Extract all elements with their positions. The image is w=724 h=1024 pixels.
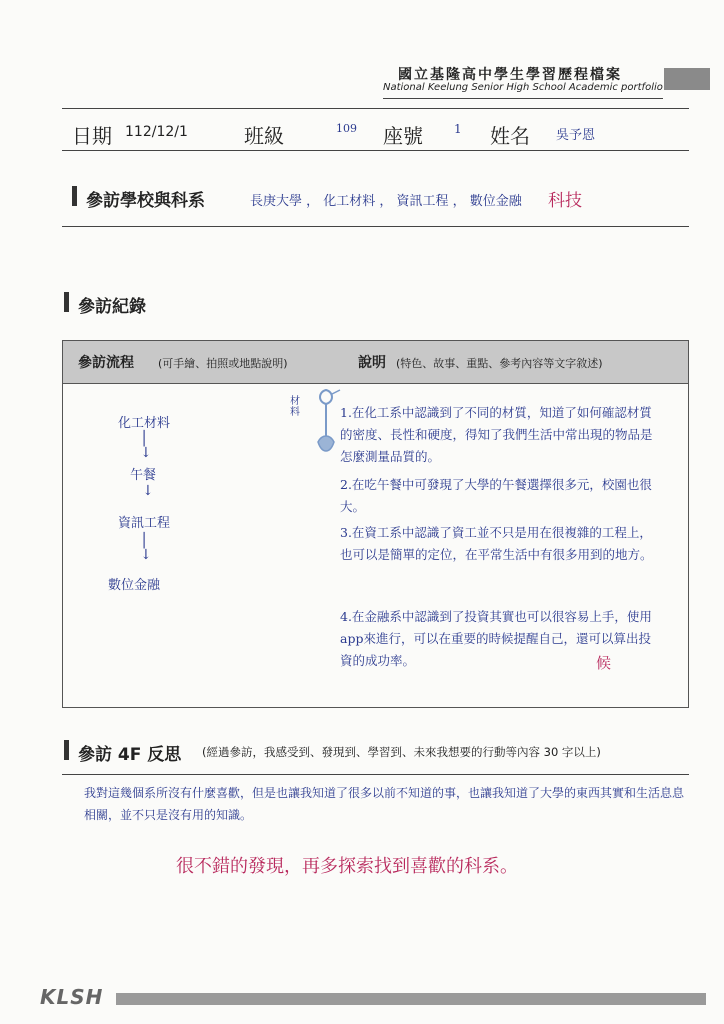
flow-step: 數位金融 — [108, 578, 161, 593]
footer-bar — [116, 993, 706, 1005]
side-note: 材料 — [290, 396, 300, 418]
reflection-hint: (經過參訪，我感受到、發現到、學習到、未來我想要的行動等內容 30 字以上) — [202, 745, 601, 759]
flow-arrow: │ ↓ — [140, 431, 152, 461]
class-label: 班級 — [244, 124, 284, 148]
header-bar — [664, 68, 710, 90]
flow-step: 化工材料 — [118, 416, 171, 431]
explanation-correction: 候 — [596, 654, 612, 672]
name-value: 吳予恩 — [556, 128, 596, 143]
explanation-item: 2.在吃午餐中可發現了大學的午餐選擇很多元，校園也很大。 — [340, 477, 652, 514]
flow-arrow: │ ↓ — [140, 533, 152, 563]
pin-drawing — [308, 384, 344, 470]
header-rule — [383, 98, 663, 99]
date-value: 112/12/1 — [125, 124, 188, 140]
explanation-item: 3.在資工系中認識了資工並不只是用在很複雜的工程上，也可以是簡單的定位，在平常生活中有很多用到的地方。 — [340, 525, 653, 562]
flow-arrow: ↓ — [142, 483, 154, 499]
class-value: 109 — [336, 122, 357, 135]
section-marker — [72, 186, 77, 206]
school-title-en: National Keelung Senior High School Academic portfolio — [383, 82, 663, 93]
reflection-rule — [62, 774, 689, 775]
visit-school-title: 參訪學校與科系 — [86, 191, 205, 211]
seat-value: 1 — [454, 122, 462, 136]
flow-step: 資訊工程 — [118, 516, 171, 531]
explanation-item: 4.在金融系中認識到了投資其實也可以很容易上手，使用app來進行，可以在重要的時候提醒自己，還可以算出投資的成功率。 — [340, 609, 652, 668]
flow-col-title: 參訪流程 — [78, 355, 134, 371]
explain-col-title: 說明 — [358, 355, 386, 371]
section-marker — [64, 740, 69, 760]
reflection-text: 我對這幾個系所沒有什麼喜歡，但是也讓我知道了很多以前不知道的事，也讓我知道了大學的東西其實和生活息息相關，並不只是沒有用的知識。 — [84, 786, 685, 822]
explain-col-hint: (特色、故事、重點、參考內容等文字敘述) — [396, 357, 603, 370]
explanation-item: 1.在化工系中認識到了不同的材質，知道了如何確認材質的密度、長性和硬度，得知了我們生活中常出現的物品是怎麼測量品質的。 — [340, 405, 653, 464]
school-title-zh: 國立基隆高中學生學習歷程檔案 — [398, 67, 622, 83]
flow-step: 午餐 — [130, 468, 157, 483]
record-title: 參訪紀錄 — [78, 297, 146, 317]
footer-logo: KLSH — [40, 985, 104, 1009]
visit-school-rule — [62, 226, 689, 227]
visit-school-value: 長庚大學 ， 化工材料 ， 資訊工程 ， 數位金融 — [250, 194, 522, 209]
seat-label: 座號 — [383, 124, 423, 148]
teacher-comment: 很不錯的發現，再多探索找到喜歡的科系。 — [176, 856, 518, 877]
info-bottom-rule — [62, 150, 689, 151]
section-marker — [64, 292, 69, 312]
visit-school-correction: 科技 — [548, 191, 582, 211]
date-label: 日期 — [72, 124, 112, 148]
reflection-title: 參訪 4F 反思 — [78, 745, 182, 765]
info-top-rule — [62, 108, 689, 109]
name-label: 姓名 — [490, 124, 530, 148]
flow-col-hint: (可手繪、拍照或地點說明) — [158, 357, 288, 370]
